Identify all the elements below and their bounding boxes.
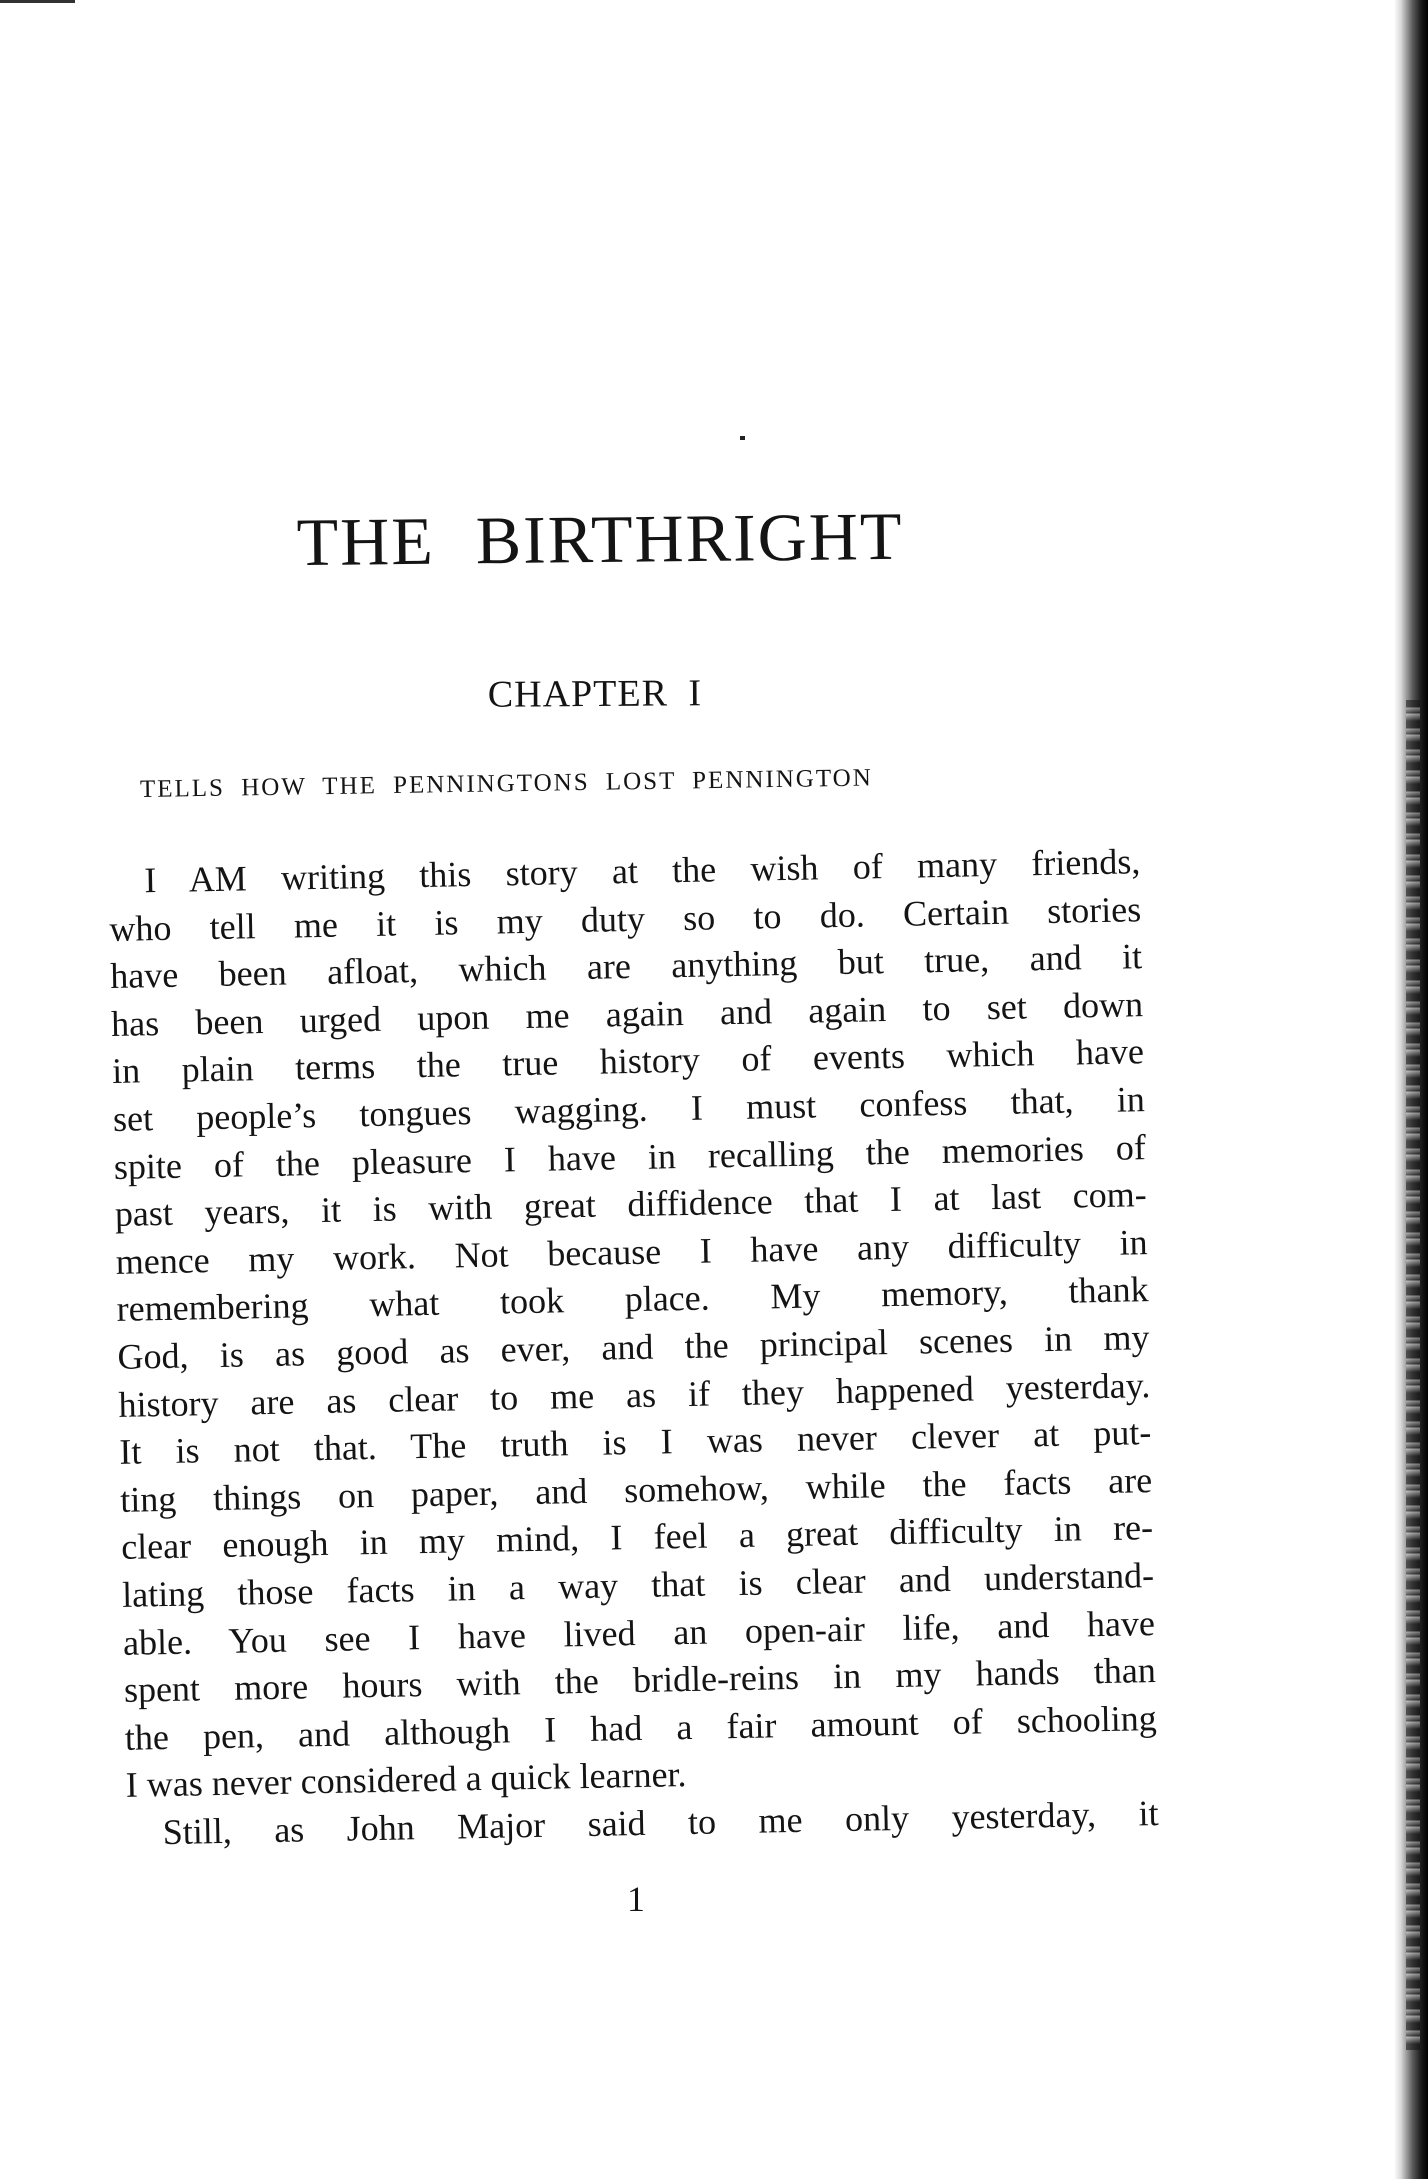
text-line: spite of the pleasure I have in recalling the memories of [113,1126,1147,1187]
text-line: in plain terms the true history of events which have [111,1031,1145,1092]
text-line: who tell me it is my duty so to do. Certain stories [108,888,1142,949]
chapter-subtitle: TELLS HOW THE PENNINGTONS LOST PENNINGTON [139,764,874,803]
binding-edge-texture [1406,700,1420,2050]
text-line: remembering what took place. My memory, thank [116,1269,1149,1330]
text-line: have been afloat, which are anything but true, and it [109,936,1143,997]
printer-mark [740,436,745,440]
text-line: God, is as good as ever, and the principal scenes in my [117,1317,1150,1377]
text-line: lating those facts in a way that is clear and understand- [121,1554,1155,1615]
text-line: past years, it is with great diffidence that I at last com- [114,1174,1148,1235]
text-line: set people’s tongues wagging. I must confess that, in [112,1079,1146,1139]
text-line: mence my work. Not because I have any difficulty in [115,1221,1148,1282]
text-line: clear enough in my mind, I feel a great difficulty in re- [120,1507,1154,1568]
scan-edge-mark [0,0,75,3]
text-line: It is not that. The truth is I was never clever at put- [119,1412,1152,1473]
page-number: 1 [627,1879,645,1919]
text-line: ting things on paper, and somehow, while the facts are [119,1459,1153,1520]
text-line: has been urged upon me again and again to set down [110,983,1144,1044]
chapter-heading: CHAPTER I [487,672,703,716]
text-line: able. You see I have lived an open-air life, and have [122,1602,1156,1663]
text-line: the pen, and although I had a fair amount of schooling [124,1697,1158,1758]
text-line: spent more hours with the bridle-reins in my hands than [123,1650,1157,1710]
book-title: THE BIRTHRIGHT [296,497,904,581]
text-line: I AM writing this story at the wish of many friends, [144,841,1141,901]
text-line: Still, as John Major said to me only yesterday, it [162,1792,1159,1853]
text-line: I was never considered a quick learner. [125,1754,687,1806]
text-line: history are as clear to me as if they happened yesterday. [118,1364,1151,1425]
chapter-body [108,838,1159,1857]
